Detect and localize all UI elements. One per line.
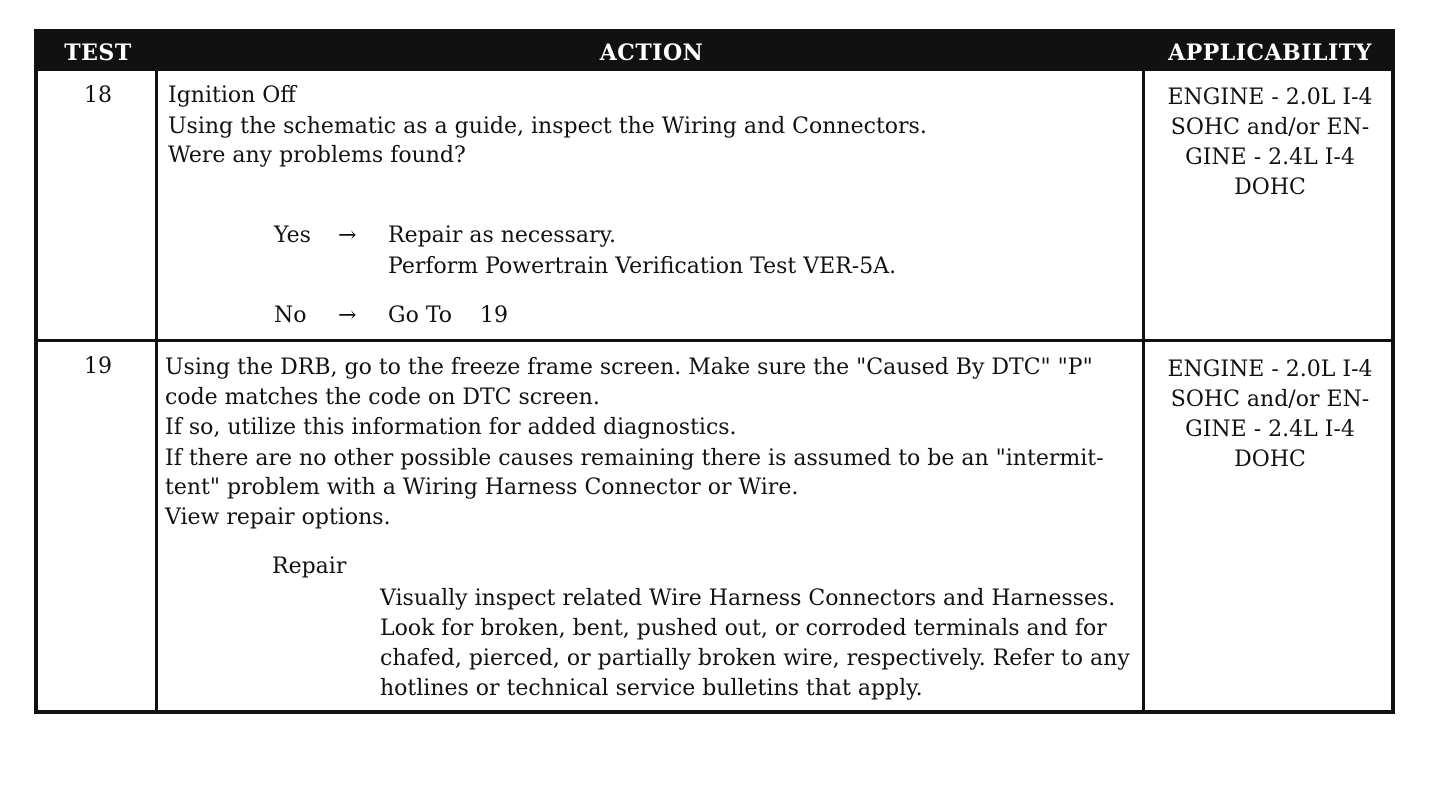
applicability-line: ENGINE - 2.0L I-4	[1167, 357, 1373, 382]
repair-line: Visually inspect related Wire Harness Connectors and Harnesses.	[380, 586, 1116, 611]
action-line: code matches the code on DTC screen.	[165, 385, 600, 410]
action-line: tent" problem with a Wiring Harness Connector or Wire.	[165, 475, 799, 500]
applicability-line: SOHC and/or EN-	[1170, 387, 1370, 412]
arrow-icon: →	[338, 223, 357, 248]
action-line: Were any problems found?	[168, 143, 466, 168]
applicability-line: ENGINE - 2.0L I-4	[1167, 85, 1373, 110]
diagnostic-test-table	[34, 29, 1395, 714]
applicability-line: GINE - 2.4L I-4	[1185, 145, 1355, 170]
action-line: Ignition Off	[168, 83, 296, 108]
test-number: 18	[84, 83, 112, 108]
table-header	[38, 33, 1391, 71]
repair-line: chafed, pierced, or partially broken wire, respectively. Refer to any	[380, 646, 1130, 671]
yes-label: Yes	[274, 223, 311, 248]
yes-result-line: Repair as necessary.	[388, 223, 616, 248]
header-applicability: APPLICABILITY	[1168, 40, 1372, 66]
goto-test-link[interactable]: 19	[480, 303, 508, 328]
row-divider	[38, 339, 1391, 342]
repair-line: hotlines or technical service bulletins that apply.	[380, 676, 923, 701]
no-label: No	[274, 303, 307, 328]
repair-label: Repair	[272, 554, 347, 579]
header-test: TEST	[64, 40, 132, 66]
repair-line: Look for broken, bent, pushed out, or corroded terminals and for	[380, 616, 1107, 641]
column-divider-test	[155, 71, 158, 714]
applicability-line: DOHC	[1234, 175, 1306, 200]
action-line: If there are no other possible causes remaining there is assumed to be an "intermit-	[165, 446, 1104, 471]
no-result-text: Go To	[388, 303, 453, 328]
applicability-line: DOHC	[1234, 447, 1306, 472]
action-line: View repair options.	[165, 505, 391, 530]
action-line: Using the DRB, go to the freeze frame screen. Make sure the "Caused By DTC" "P"	[165, 355, 1093, 380]
test-number: 19	[84, 354, 112, 379]
header-action: ACTION	[599, 40, 704, 66]
applicability-line: SOHC and/or EN-	[1170, 115, 1370, 140]
action-line: If so, utilize this information for added diagnostics.	[165, 415, 737, 440]
arrow-icon: →	[338, 303, 357, 328]
action-line: Using the schematic as a guide, inspect the Wiring and Connectors.	[168, 114, 927, 139]
yes-result-line: Perform Powertrain Verification Test VER-5A.	[388, 254, 897, 279]
applicability-line: GINE - 2.4L I-4	[1185, 417, 1355, 442]
